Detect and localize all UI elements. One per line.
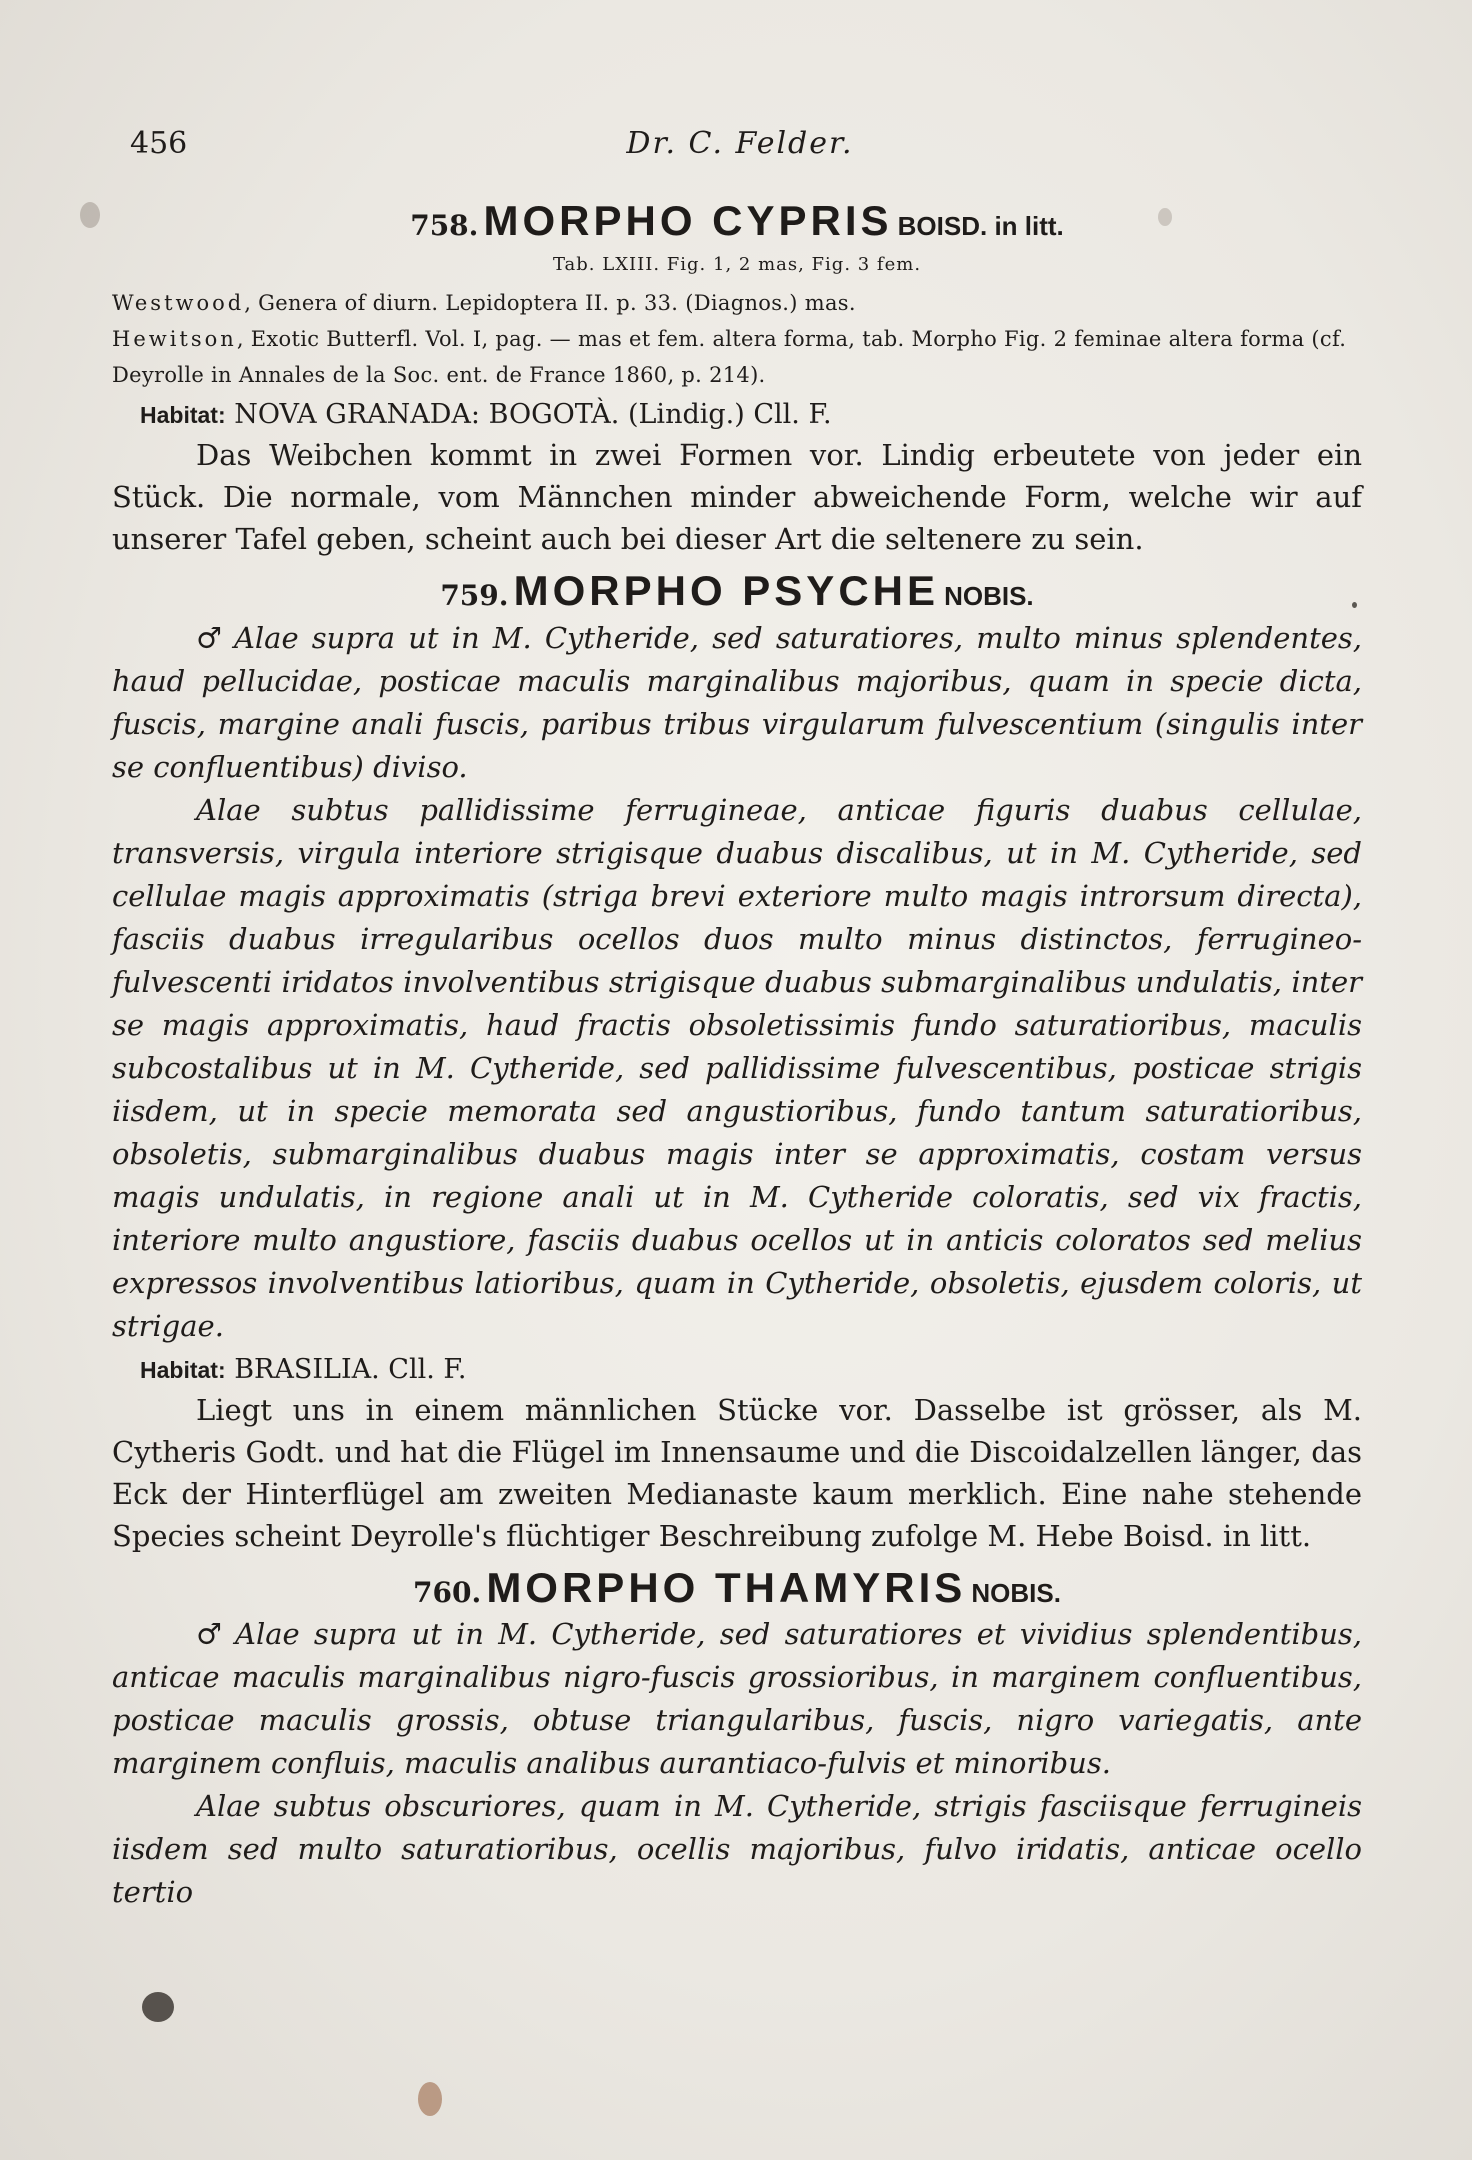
description-upper [112,617,1362,789]
species-author: NOBIS. [971,1577,1061,1608]
species-name: MORPHO CYPRIS [483,197,893,244]
male-symbol-icon: ♂ [196,620,226,655]
male-symbol-icon: ♂ [196,1617,228,1652]
habitat-label: Habitat: [140,402,226,429]
species-number: 758. [410,209,479,242]
species-number: 759. [440,579,509,613]
reference-hewitson [112,321,1362,393]
description-text: Alae supra ut in M. Cytheride, sed saturatiores, multo minus splendentes, haud pellucidae, posticae maculis marginalibus majoribus, quam in specie dicta, fuscis, margine anali fuscis, paribus tribus virgularum fulvescentium (singulis inter se confluentibus) diviso. [112,620,1362,784]
description-lower: Alae subtus obscuriores, quam in M. Cytheride, strigis fasciisque ferrugineis iisdem sed multo saturatioribus, ocellis majoribus, fulvo iridatis, anticae ocello tertio [112,1789,1362,1910]
running-head: Dr. C. Felder. [626,126,854,161]
description-upper [112,1613,1362,1785]
reference-westwood [112,285,1362,321]
ink-spot [80,202,100,228]
reference-text: , Genera of diurn. Lepidoptera II. p. 33. (Diagnos.) mas. [244,291,856,316]
ink-spot [418,2082,442,2116]
plate-reference: Tab. LXIII. Fig. 1, 2 mas, Fig. 3 fem. [552,254,922,276]
species-name: MORPHO THAMYRIS [486,1563,967,1611]
species-heading-759 [112,566,1362,616]
text-block [112,196,1362,1914]
reference-author: Westwood [112,291,245,316]
description-text: Alae supra ut in M. Cytheride, sed saturatiores et vividius splendentibus, anticae maculis marginalibus nigro-fuscis grossioribus, in marginem confluentibus, posticae maculis grossis, obtuse triangularibus, fuscis, nigro variegatis, ante marginem confluis, maculis analibus aurantiaco-fulvis et minoribus. [112,1617,1363,1781]
species-author: NOBIS. [944,581,1034,612]
reference-text: , Exotic Butterfl. Vol. I, pag. — mas et fem. altera forma, tab. Morpho Fig. 2 feminae altera forma (cf. Deyrolle in Annales de la Soc. ent. de France 1860, p. 214). [112,327,1347,388]
ink-spot [142,1992,174,2022]
habitat-text: BRASILIA. Cll. F. [234,1353,467,1385]
body-paragraph: Liegt uns in einem männlichen Stücke vor. Dasselbe ist grösser, als M. Cytheris Godt. und hat die Flügel im Innensaume und die Discoidalzellen länger, das Eck der Hinterflügel am zweiten Medianaste kaum merklich. Eine nahe stehende Species scheint Deyrolle's flüchtiger Beschreibung zufolge M. Hebe Boisd. in litt. [112,1392,1362,1553]
species-number: 760. [413,1575,482,1609]
habitat-line [140,399,1362,430]
habitat-line [140,1354,1362,1385]
species-heading-760 [112,1563,1362,1613]
description-lower: Alae subtus pallidissime ferrugineae, anticae figuris duabus cellulae, transversis, virgula interiore strigisque duabus discalibus, ut in M. Cytheride, sed cellulae magis approximatis (striga brevi exteriore multo magis introrsum directa), fasciis duabus irregularibus ocellos duos multo minus distinctos, ferrugineo-fulvescenti iridatos involventibus strigisque duabus submarginalibus undulatis, inter se magis approximatis, haud fractis obsoletissimis fundo saturatioribus, maculis subcostalibus ut in M. Cytheride, sed pallidissime fulvescentibus, posticae strigis iisdem, ut in specie memorata sed angustioribus, fundo tantum saturatioribus, obsoletis, submarginalibus duabus magis inter se approximatis, costam versus magis undulatis, in regione anali ut in M. Cytheride coloratis, sed vix fractis, interiore multo angustiore, fasciis duabus ocellos ut in anticis coloratos sed melius expressos involventibus latioribus, quam in Cytheride, obsoletis, ejusdem coloris, ut strigae. [112,792,1362,1343]
page-number: 456 [130,126,188,161]
species-author: BOISD. in litt. [897,211,1064,241]
species-name: MORPHO PSYCHE [513,567,939,615]
habitat-text: NOVA GRANADA: BOGOTÀ. (Lindig.) Cll. F. [234,399,832,431]
reference-author: Hewitson [112,327,237,352]
habitat-label: Habitat: [140,1356,226,1383]
body-paragraph: Das Weibchen kommt in zwei Formen vor. Lindig erbeutete von jeder ein Stück. Die normale, vom Männchen minder abweichende Form, welche wir auf unserer Tafel geben, scheint auch bei dieser Art die seltenere zu sein. [112,438,1362,557]
page-header [130,126,1350,166]
species-heading-758 [112,196,1362,246]
